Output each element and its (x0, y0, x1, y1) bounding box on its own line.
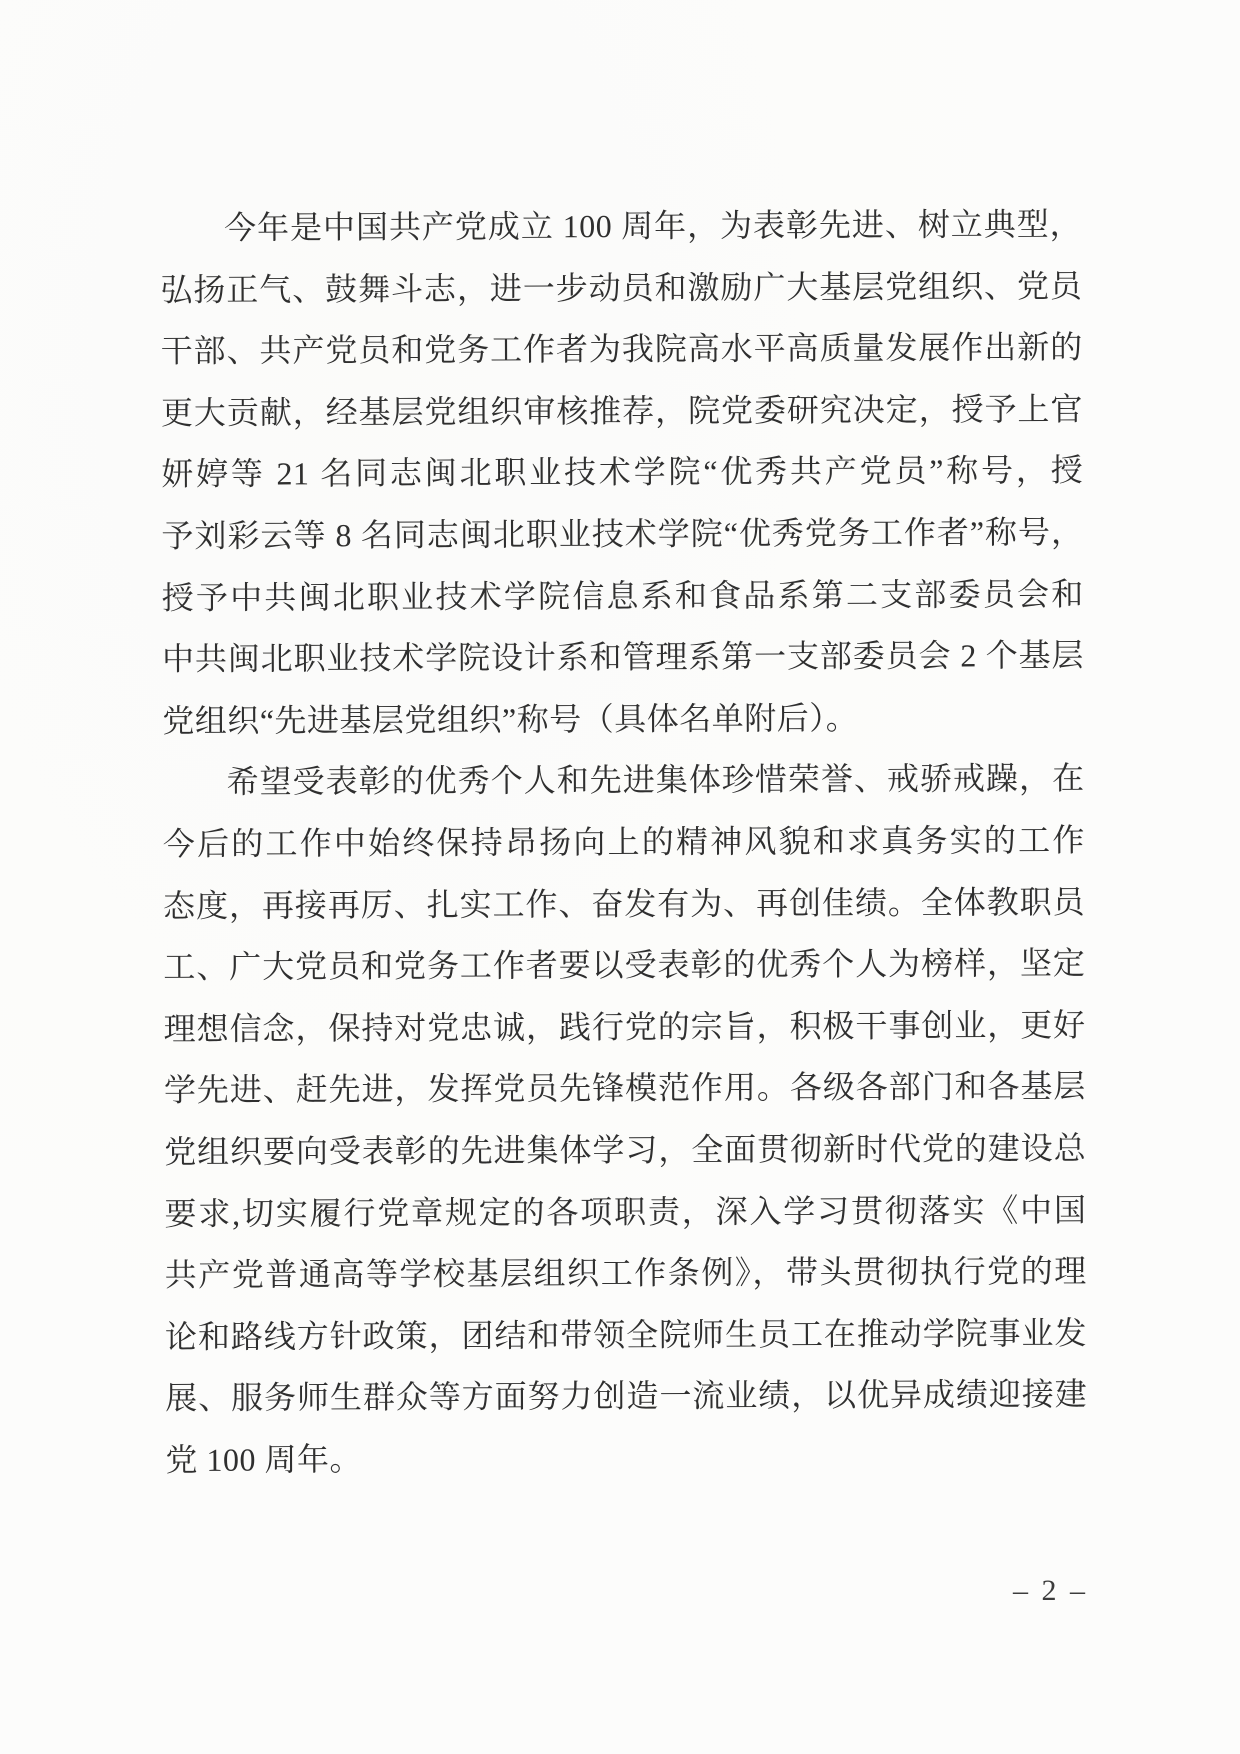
text-line: 更大贡献，经基层党组织审核推荐，院党委研究决定，授予上官 (160, 390, 1084, 431)
text-line: 展、服务师生群众等方面努力创造一流业绩，以优异成绩迎接建 (165, 1376, 1088, 1417)
paragraph-2 (162, 748, 1087, 1491)
paragraph-1 (160, 194, 1084, 752)
text-line: 工、广大党员和党务工作者要以受表彰的优秀个人为榜样，坚定 (163, 945, 1086, 986)
text-line: 妍婷等 21 名同志闽北职业技术学院“优秀共产党员”称号，授 (161, 452, 1084, 493)
text-line: 共产党普通高等学校基层组织工作条例》，带头贯彻执行党的理 (164, 1253, 1087, 1294)
text-line: 学先进、赶先进，发挥党员先锋模范作用。各级各部门和各基层 (163, 1068, 1086, 1109)
text-line: 予刘彩云等 8 名同志闽北职业技术学院“优秀党务工作者”称号， (161, 513, 1084, 554)
text-line: 今年是中国共产党成立 100 周年，为表彰先进、树立典型， (224, 205, 1083, 246)
text-line: 弘扬正气、鼓舞斗志，进一步动员和激励广大基层党组织、党员 (160, 267, 1083, 308)
text-line: 论和路线方针政策，团结和带领全院师生员工在推动学院事业发 (164, 1314, 1088, 1355)
text-line: 中共闽北职业技术学院设计系和管理系第一支部委员会 2 个基层 (161, 637, 1085, 678)
text-line: 态度，再接再厉、扎实工作、奋发有为、再创佳绩。全体教职员 (163, 883, 1086, 924)
text-line: 党组织“先进基层党组织”称号（具体名单附后）。 (162, 699, 859, 739)
text-line: 理想信念，保持对党忠诚，践行党的宗旨，积极干事创业，更好 (163, 1006, 1086, 1047)
text-line: 党组织要向受表彰的先进集体学习，全面贯彻新时代党的建设总 (164, 1129, 1087, 1170)
text-line: 党 100 周年。 (165, 1441, 363, 1478)
text-line: 今后的工作中始终保持昂扬向上的精神风貌和求真务实的工作 (162, 821, 1085, 862)
text-line: 希望受表彰的优秀个人和先进集体珍惜荣誉、戒骄戒躁，在 (226, 760, 1085, 801)
document-body (160, 194, 1088, 1491)
text-line: 要求,切实履行党章规定的各项职责，深入学习贯彻落实《中国 (164, 1191, 1087, 1232)
text-line: 干部、共产党员和党务工作者为我院高水平高质量发展作出新的 (160, 329, 1083, 370)
page-number: – 2 – (1013, 1574, 1088, 1607)
text-line: 授予中共闽北职业技术学院信息系和食品系第二支部委员会和 (161, 575, 1084, 616)
